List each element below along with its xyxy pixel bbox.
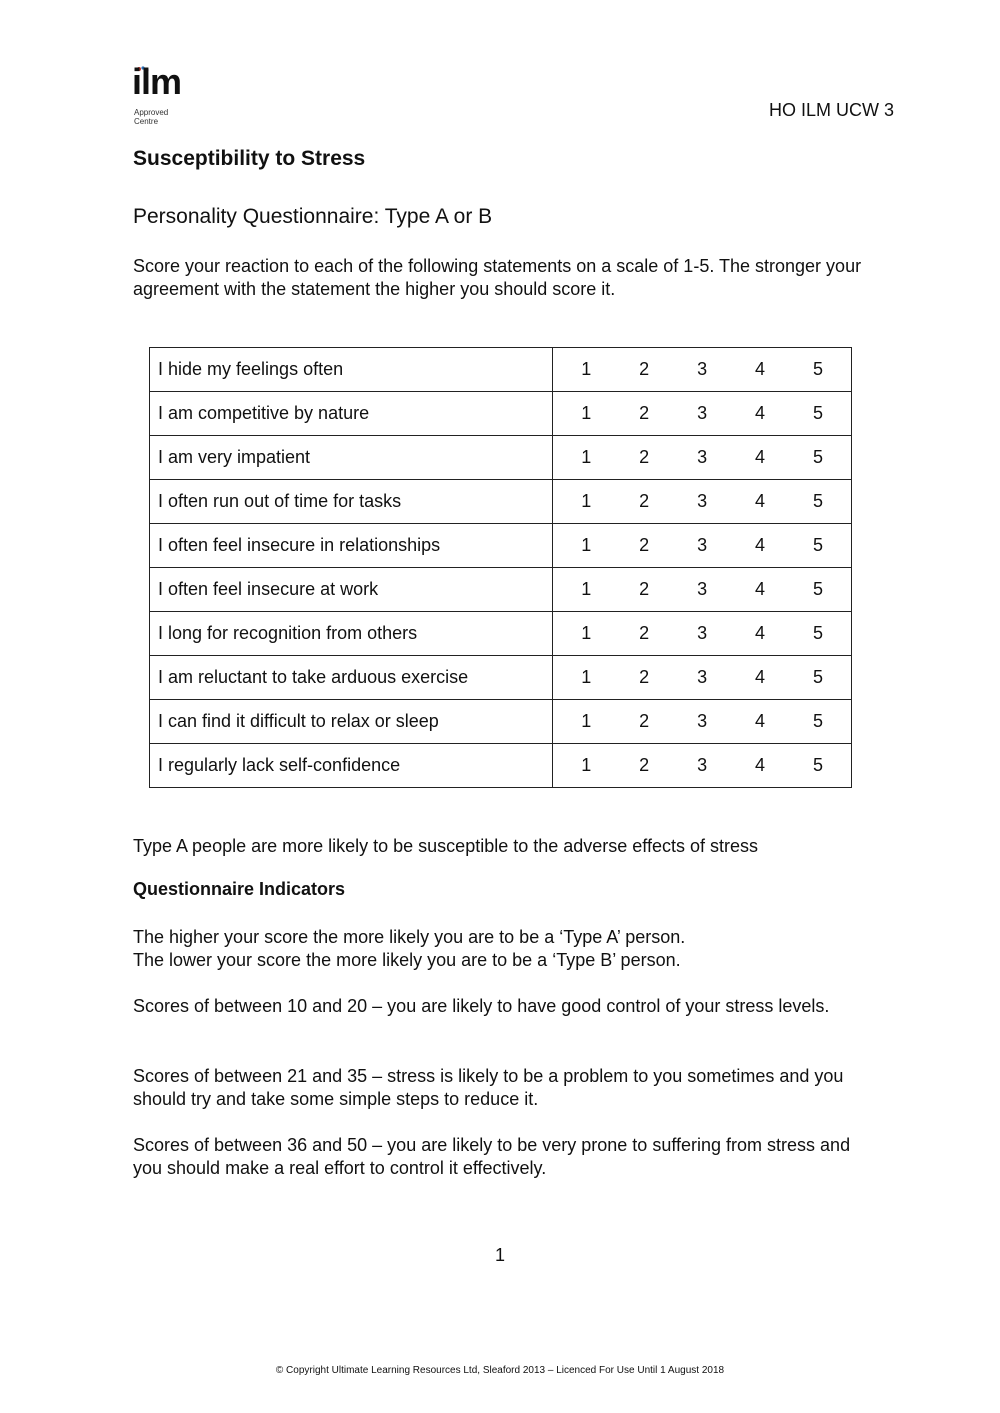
scale-option-3[interactable]: 3 [697,403,708,423]
scale-option-1[interactable]: 1 [581,711,592,731]
scale-cell [553,700,852,744]
scale-cell [553,480,852,524]
scale-option-1[interactable]: 1 [581,535,592,555]
scale-cell [553,348,852,392]
scale-option-5[interactable]: 5 [813,755,824,775]
ilm-logo [132,61,212,130]
range-10-20-text: Scores of between 10 and 20 – you are likely to have good control of your stress levels. [133,996,830,1016]
scale-cell [553,744,852,788]
questionnaire-row [150,568,852,612]
logo-subtitle [134,108,194,126]
statement-cell: I am reluctant to take arduous exercise [150,656,553,700]
scale-option-4[interactable]: 4 [755,711,766,731]
statement-cell: I am very impatient [150,436,553,480]
higher-score-line: The higher your score the more likely you are to be a ‘Type A’ person. [133,927,686,947]
page-title: Susceptibility to Stress [133,147,366,170]
scale-option-2[interactable]: 2 [639,403,650,423]
indicators-heading: Questionnaire Indicators [133,879,346,899]
scale-option-4[interactable]: 4 [755,491,766,511]
scale-option-2[interactable]: 2 [639,359,650,379]
questionnaire-row [150,392,852,436]
scale-option-3[interactable]: 3 [697,579,708,599]
scale-option-2[interactable]: 2 [639,491,650,511]
scale-option-1[interactable]: 1 [581,623,592,643]
questionnaire-row [150,524,852,568]
scale-option-3[interactable]: 3 [697,447,708,467]
statement-cell: I am competitive by nature [150,392,553,436]
scale-option-5[interactable]: 5 [813,447,824,467]
copyright-footer: © Copyright Ultimate Learning Resources Ltd, Sleaford 2013 – Licenced For Use Until 1 August 2018 [275,1365,725,1376]
type-a-note: Type A people are more likely to be susceptible to the adverse effects of stress [133,836,759,856]
scale-option-2[interactable]: 2 [639,711,650,731]
scale-cell [553,656,852,700]
scale-cell [553,392,852,436]
scale-option-4[interactable]: 4 [755,535,766,555]
scale-option-1[interactable]: 1 [581,755,592,775]
scale-option-5[interactable]: 5 [813,491,824,511]
logo-wordmark: ilm [132,61,182,102]
scale-option-4[interactable]: 4 [755,623,766,643]
scale-option-3[interactable]: 3 [697,491,708,511]
scale-option-3[interactable]: 3 [697,667,708,687]
scale-option-4[interactable]: 4 [755,667,766,687]
statement-cell: I regularly lack self-confidence [150,744,553,788]
scale-cell [553,436,852,480]
scale-option-3[interactable]: 3 [697,711,708,731]
questionnaire-row [150,436,852,480]
scale-option-2[interactable]: 2 [639,535,650,555]
scale-cell [553,568,852,612]
scale-option-4[interactable]: 4 [755,403,766,423]
scale-option-3[interactable]: 3 [697,535,708,555]
scale-option-4[interactable]: 4 [755,447,766,467]
intro-text: Score your reaction to each of the following statements on a scale of 1-5. The stronger your agreement with the statement the higher you should score it. [133,256,862,299]
statement-cell: I can find it difficult to relax or sleep [150,700,553,744]
scale-option-5[interactable]: 5 [813,579,824,599]
scale-option-3[interactable]: 3 [697,755,708,775]
statement-cell: I often run out of time for tasks [150,480,553,524]
questionnaire-row [150,348,852,392]
questionnaire-row [150,744,852,788]
statement-cell: I hide my feelings often [150,348,553,392]
scale-option-2[interactable]: 2 [639,447,650,467]
questionnaire-row [150,612,852,656]
scale-option-4[interactable]: 4 [755,359,766,379]
questionnaire-row [150,480,852,524]
scale-option-5[interactable]: 5 [813,359,824,379]
scale-option-5[interactable]: 5 [813,711,824,731]
scale-option-1[interactable]: 1 [581,359,592,379]
scale-option-1[interactable]: 1 [581,447,592,467]
scale-option-5[interactable]: 5 [813,667,824,687]
scale-option-2[interactable]: 2 [639,579,650,599]
questionnaire-table [149,347,852,788]
document-reference: HO ILM UCW 3 [768,100,894,120]
scale-option-2[interactable]: 2 [639,755,650,775]
range-21-35-text: Scores of between 21 and 35 – stress is likely to be a problem to you sometimes and you should try and take some simple steps to reduce it. [133,1066,844,1109]
logo-subtitle-line1: Approved [134,108,169,117]
scale-option-2[interactable]: 2 [639,667,650,687]
statement-cell: I often feel insecure in relationships [150,524,553,568]
scale-option-2[interactable]: 2 [639,623,650,643]
questionnaire-row [150,656,852,700]
questionnaire-row [150,700,852,744]
scale-option-5[interactable]: 5 [813,535,824,555]
logo-subtitle-line2: Centre [134,117,159,126]
scale-cell [553,612,852,656]
scale-option-4[interactable]: 4 [755,579,766,599]
score-direction-text [133,926,873,972]
page-number: 1 [494,1245,505,1265]
statement-cell: I often feel insecure at work [150,568,553,612]
scale-option-1[interactable]: 1 [581,491,592,511]
scale-option-1[interactable]: 1 [581,579,592,599]
scale-cell [553,524,852,568]
scale-option-4[interactable]: 4 [755,755,766,775]
scale-option-5[interactable]: 5 [813,403,824,423]
statement-cell: I long for recognition from others [150,612,553,656]
scale-option-5[interactable]: 5 [813,623,824,643]
scale-option-3[interactable]: 3 [697,359,708,379]
scale-option-1[interactable]: 1 [581,667,592,687]
lower-score-line: The lower your score the more likely you are to be a ‘Type B’ person. [133,950,681,970]
scale-option-1[interactable]: 1 [581,403,592,423]
page-subtitle: Personality Questionnaire: Type A or B [133,205,493,228]
scale-option-3[interactable]: 3 [697,623,708,643]
range-36-50-text: Scores of between 36 and 50 – you are likely to be very prone to suffering from stress and you should make a real effort to control it effectively. [133,1135,851,1178]
